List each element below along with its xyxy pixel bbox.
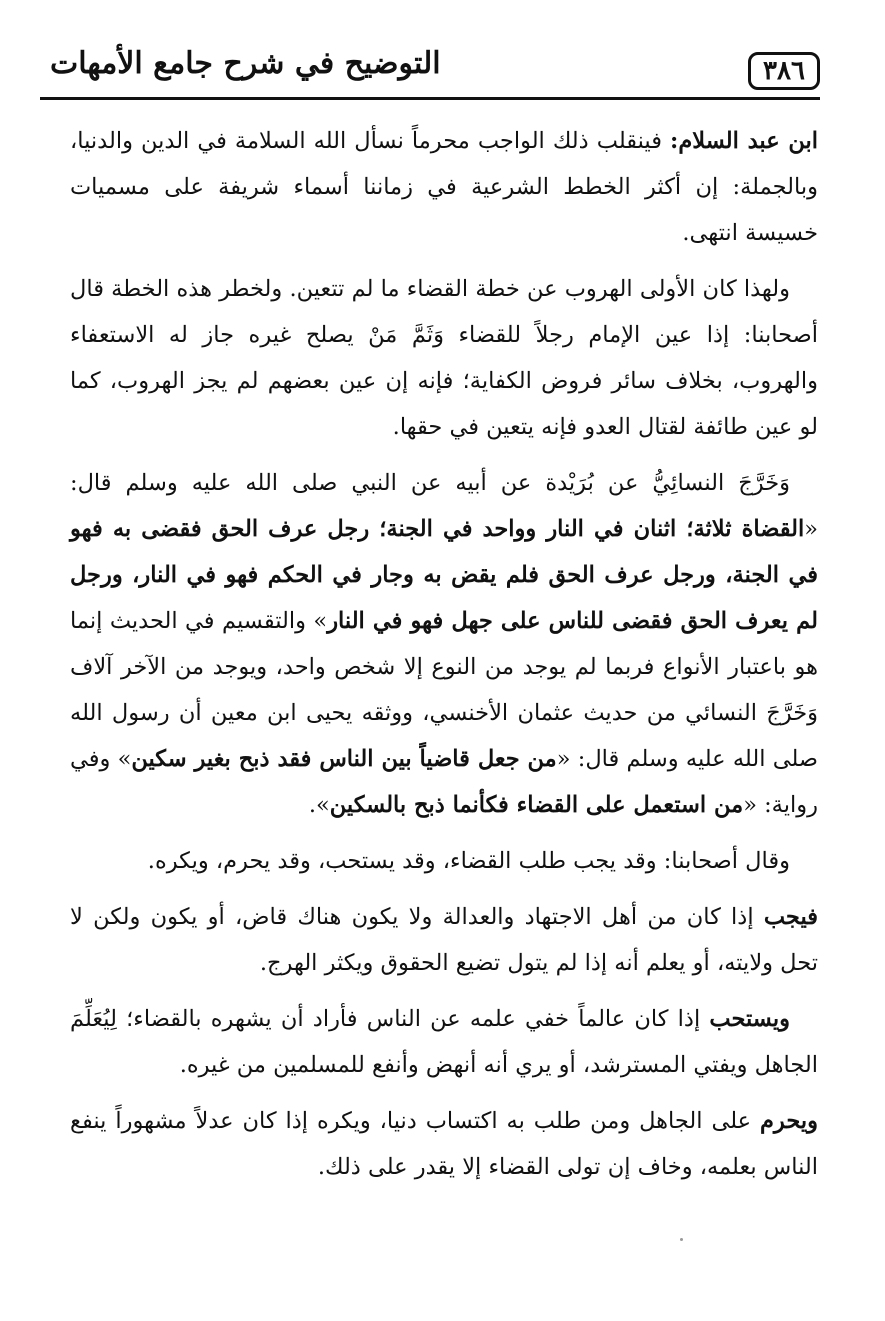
page-number [748, 52, 820, 90]
paragraph-3-part-c: » وفي رواية: « [70, 746, 818, 818]
paragraph-7-lead: ويحرم [760, 1108, 818, 1134]
paragraph-3 [70, 460, 818, 828]
paragraph-1 [70, 118, 818, 256]
paragraph-3-part-d: ». [308, 792, 330, 818]
paragraph-6-text: إذا كان عالماً خفي علمه عن الناس فأراد أن يشهره بالقضاء؛ لِيُعَلِّمَ الجاهل ويفتي المسترشد، أو يري أنه أنهض وأنفع للمسلمين من غيره. [70, 1006, 818, 1078]
header-rule [40, 97, 820, 100]
page-header [40, 40, 820, 100]
paragraph-1-lead: ابن عبد السلام: [670, 128, 818, 154]
paragraph-5-text: إذا كان من أهل الاجتهاد والعدالة ولا يكون هناك قاض، أو يكون ولكن لا تحل ولايته، أو يعلم أنه إذا لم يتول تضيع الحقوق ويكثر الهرج. [70, 904, 818, 976]
page-number-text: ٣٨٦ [763, 56, 805, 86]
scan-speck [680, 1238, 683, 1241]
paragraph-4 [70, 838, 818, 884]
paragraph-2 [70, 266, 818, 450]
body-text [70, 118, 818, 1200]
paragraph-4-text: وقال أصحابنا: وقد يجب طلب القضاء، وقد يستحب، وقد يحرم، ويكره. [147, 848, 790, 874]
hadith-1: القضاة ثلاثة؛ اثنان في النار وواحد في الجنة؛ رجل عرف الحق فقضى به فهو في الجنة، ورجل عرف الحق فلم يقض به وجار في الحكم فهو في النار، ورجل لم يعرف الحق فقضى للناس على جهل فهو في النار [70, 516, 818, 634]
paragraph-3-part-a: وَخَرَّجَ النسائِيُّ عن بُرَيْدة عن أبيه عن النبي صلى الله عليه وسلم قال: « [70, 470, 818, 542]
paragraph-6 [70, 996, 818, 1088]
paragraph-5 [70, 894, 818, 986]
paragraph-7 [70, 1098, 818, 1190]
paragraph-2-text: ولهذا كان الأولى الهروب عن خطة القضاء ما لم تتعين. ولخطر هذه الخطة قال أصحابنا: إذا عين الإمام رجلاً للقضاء وَثَمَّ مَنْ يصلح غيره جاز له الاستعفاء والهروب، بخلاف سائر فروض الكفاية؛ فإنه إن عين بعضهم لم يجز الهروب، كما لو عين طائفة لقتال العدو فإنه يتعين في حقها. [70, 276, 818, 440]
paragraph-7-text: على الجاهل ومن طلب به اكتساب دنيا، ويكره إذا كان عدلاً مشهوراً ينفع الناس بعلمه، وخاف إن تولى القضاء إلا يقدر على ذلك. [70, 1108, 818, 1180]
hadith-3: من استعمل على القضاء فكأنما ذبح بالسكين [329, 792, 744, 818]
paragraph-6-lead: ويستحب [709, 1006, 790, 1032]
paragraph-5-lead: فيجب [763, 904, 818, 930]
paragraph-1-text: فينقلب ذلك الواجب محرماً نسأل الله السلامة في الدين والدنيا، وبالجملة: إن أكثر الخطط الشرعية في زماننا أسماء شريفة على مسميات خسيسة انتهى. [70, 128, 818, 246]
running-title: التوضيح في شرح جامع الأمهات [50, 46, 441, 81]
hadith-2: من جعل قاضياً بين الناس فقد ذبح بغير سكين [131, 746, 557, 772]
paragraph-3-part-b: » والتقسيم في الحديث إنما هو باعتبار الأنواع فربما لم يوجد من النوع إلا شخص واحد، ويوجد من الآخر آلاف وَخَرَّجَ النسائي من حديث عثمان الأخنسي، ووثقه يحيى ابن معين أن رسول الله صلى الله عليه وسلم قال: « [70, 608, 819, 772]
